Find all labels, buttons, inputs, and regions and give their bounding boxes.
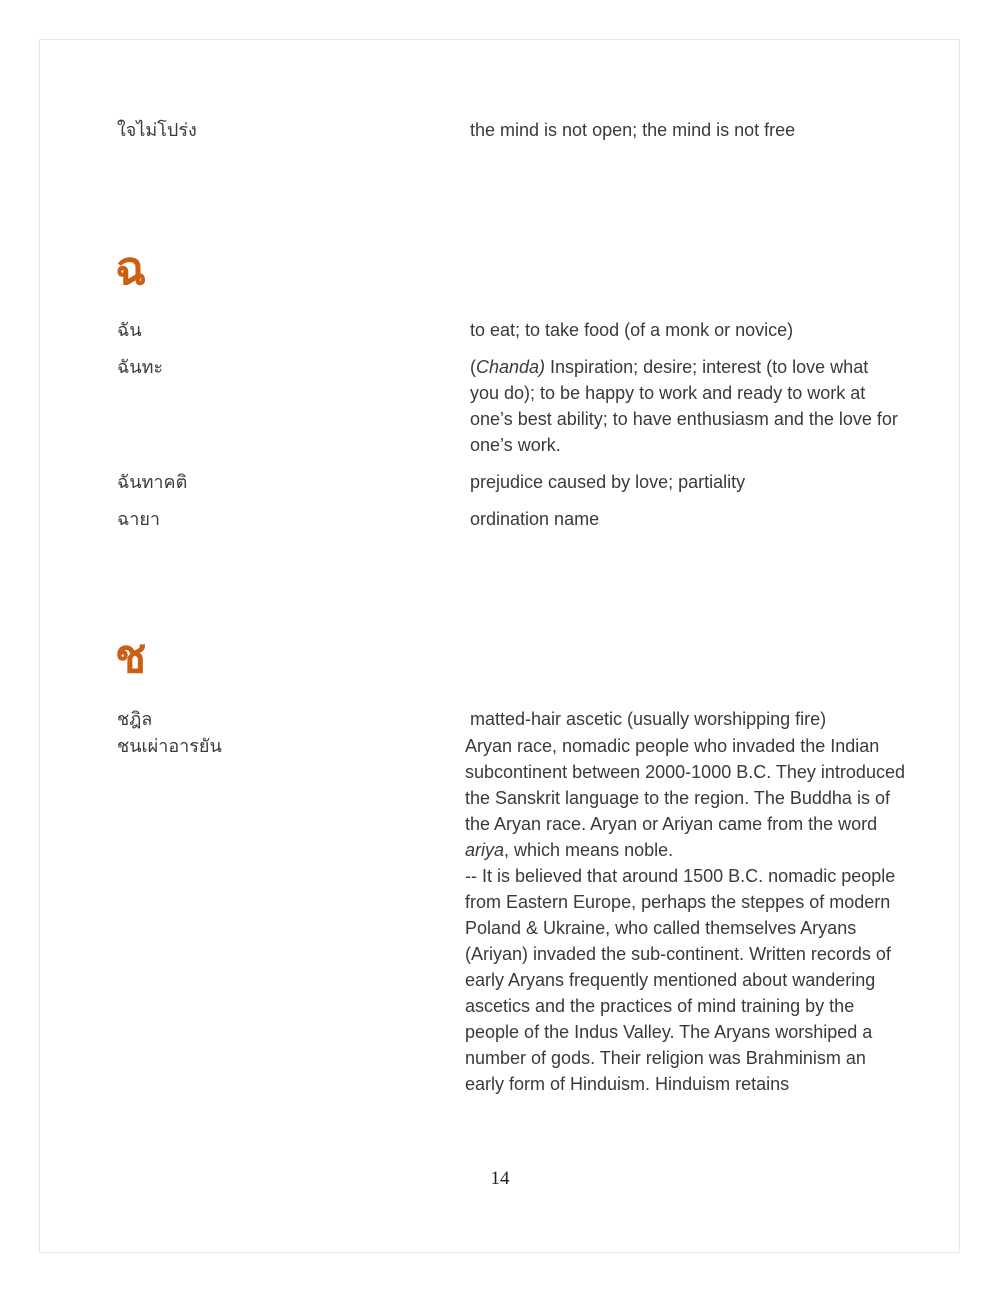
definition-aryan-part1: Aryan race, nomadic people who invaded the Indian subcontinent between 2000-1000 B.C. They introduced the Sanskrit language to the region. The Buddha is of the Aryan race. Aryan or Ariyan came from the word <box>465 736 905 834</box>
term-chaya: ฉายา <box>117 509 161 529</box>
definition-chanta-italic: Chanda) <box>476 357 546 377</box>
term-chan: ฉัน <box>117 320 142 340</box>
section-letter-cho: ฉ <box>115 241 147 295</box>
term-chanta: ฉันทะ <box>117 357 164 377</box>
definition-aryan-paragraph-1 <box>465 733 905 863</box>
definition-aryan-paragraph-2: -- It is believed that around 1500 B.C. nomadic people from Eastern Europe, perhaps the steppes of modern Poland & Ukraine, who called themselves Aryans (Ariyan) invaded the sub-continent. Written records of early Aryans frequently mentioned about wandering ascetics and the practices of mind training by the people of the Indus Valley. The Aryans worshiped a number of gods. Their religion was Brahminism an early form of Hinduism. Hinduism retains <box>465 866 896 1094</box>
definition-chadil: matted-hair ascetic (usually worshipping fire) <box>470 709 827 729</box>
definition-jai-mai-prong: the mind is not open; the mind is not free <box>470 120 796 140</box>
definition-chanthakhati: prejudice caused by love; partiality <box>470 472 746 492</box>
page-number: 14 <box>490 1168 510 1189</box>
definition-chan: to eat; to take food (of a monk or novice) <box>470 320 794 340</box>
definition-chanta-rest: Inspiration; desire; interest (to love what you do); to be happy to work and ready to work at one’s best ability; to have enthusiasm and the love for one’s work. <box>470 357 898 455</box>
term-chon-phao-arayan: ชนเผ่าอารยัน <box>117 736 222 756</box>
definition-aryan-italic: ariya <box>465 840 505 860</box>
term-jai-mai-prong: ใจไม่โปร่ง <box>117 120 197 140</box>
definition-chaya: ordination name <box>470 509 600 529</box>
section-letter-chor: ช <box>115 629 147 683</box>
term-chadil: ชฎิล <box>117 709 153 729</box>
definition-chanta <box>470 354 900 458</box>
definition-chanta-open: ( <box>470 357 476 377</box>
definition-chon-phao-arayan <box>465 733 905 1097</box>
term-chanthakhati: ฉันทาคติ <box>117 472 188 492</box>
definition-aryan-part2: , which means noble. <box>504 840 674 860</box>
